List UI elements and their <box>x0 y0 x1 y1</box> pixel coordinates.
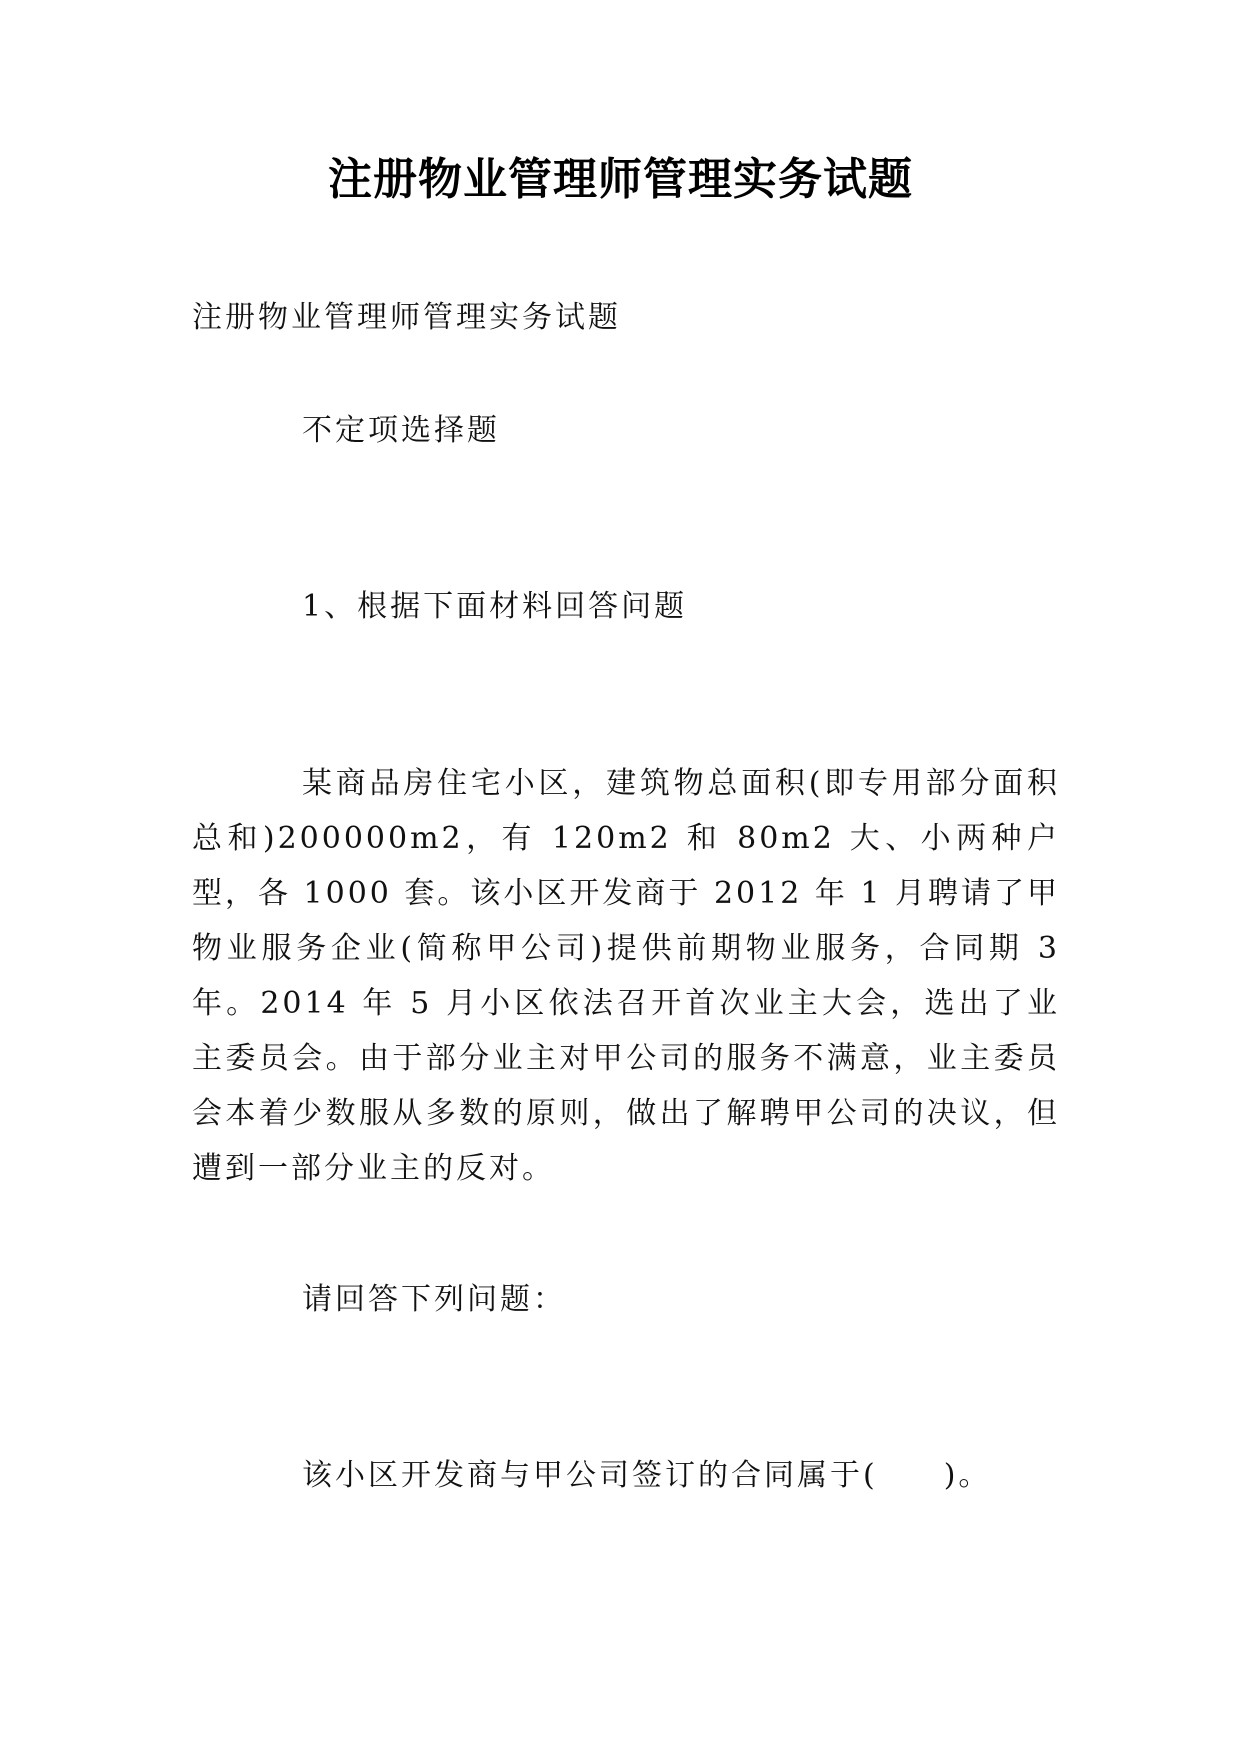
document-title: 注册物业管理师管理实务试题 <box>328 154 913 205</box>
question-intro: 1、根据下面材料回答问题 <box>302 589 688 624</box>
material-paragraph: 某商品房住宅小区，建筑物总面积(即专用部分面积总和)200000m2，有 120m2 和 80m2 大、小两种户型，各 1000 套。该小区开发商于 2012 年 1 月聘请了甲物业服务企业(简称甲公司)提供前期物业服务，合同期 3 年。2014 年 5 月小区依法召开首次业主大会，选出了业主委员会。由于部分业主对甲公司的服务不满意，业主委员会本着少数服从多数的原则，做出了解聘甲公司的决议，但遭到一部分业主的反对。 <box>192 766 1060 1186</box>
question-prompt: 请回答下列问题： <box>302 1282 566 1317</box>
document-subtitle: 注册物业管理师管理实务试题 <box>192 300 621 335</box>
section-label: 不定项选择题 <box>302 413 500 448</box>
question-text: 该小区开发商与甲公司签订的合同属于( )。 <box>302 1458 992 1493</box>
